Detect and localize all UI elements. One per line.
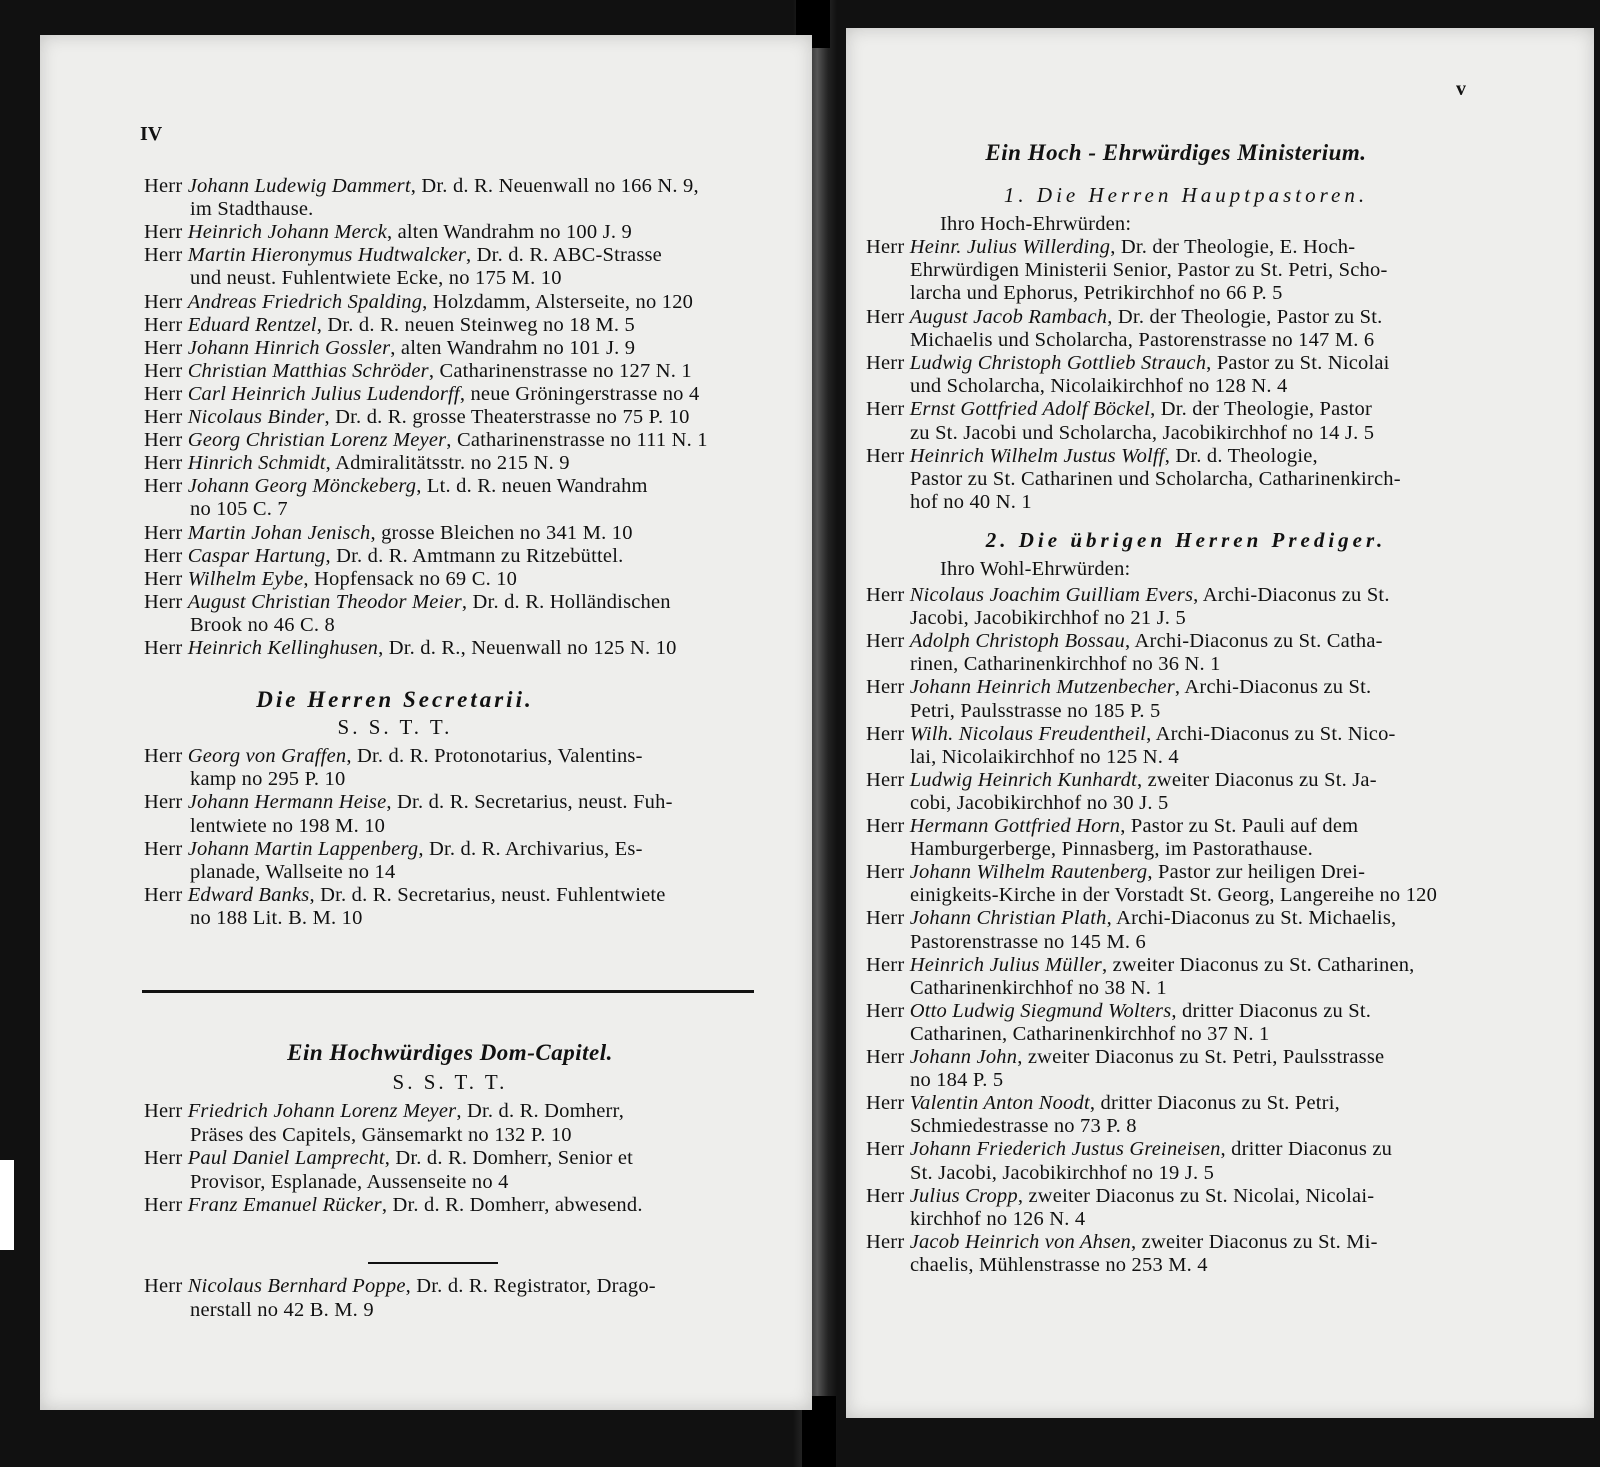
entry-continuation	[910, 1069, 1003, 1092]
entry-details: , Pastor zu St. Pauli auf dem	[1120, 815, 1359, 837]
entry-line	[866, 445, 1318, 468]
entry-continuation	[910, 977, 1167, 1000]
title-herr: Herr	[144, 175, 188, 197]
entry-line	[144, 745, 643, 768]
entry-continuation	[910, 931, 1146, 954]
entry-continuation	[910, 468, 1401, 491]
entry-details: , Dr. d. R. grosse Theaterstrasse no 75 P. 10	[324, 406, 690, 428]
title-herr: Herr	[866, 815, 910, 837]
title-herr: Herr	[866, 1046, 910, 1068]
entry-line	[144, 244, 662, 267]
entry-details: Pastor zu St. Catharinen und Scholarcha, Catharinenkirch-	[910, 468, 1401, 490]
entry-line	[866, 907, 1396, 930]
person-name: Wilhelm Eybe	[187, 567, 304, 590]
entry-details: , Pastor zu St. Nicolai	[1206, 352, 1390, 374]
person-name: Ernst Gottfried Adolf Böckel	[909, 398, 1151, 421]
person-name: August Christian Theodor Meier	[187, 590, 462, 613]
entry-details: , Catharinenstrasse no 127 N. 1	[428, 359, 692, 382]
title-herr: Herr	[144, 884, 188, 907]
person-name: Nicolaus Bernhard Poppe	[187, 1275, 406, 1297]
person-name: Franz Emanuel Rücker	[187, 1194, 382, 1216]
entry-details: , Dr. d. R. Protonotarius, Valentins-	[346, 745, 643, 767]
entry-details: , Dr. d. R. Amtmann zu Ritzebüttel.	[325, 544, 624, 567]
person-name: Nicolaus Joachim Guilliam Evers	[909, 584, 1194, 606]
entry-details: , Dr. d. Theologie,	[1164, 444, 1318, 467]
entry-details: , Dr. d. R. Domherr,	[456, 1100, 625, 1122]
entry-details: Präses des Capitels, Gänsemarkt no 132 P. 10	[190, 1123, 572, 1146]
entry-line	[866, 630, 1383, 653]
title-herr: Herr	[866, 444, 910, 467]
title-herr: Herr	[144, 1147, 188, 1169]
person-name: Martin Hieronymus Hudtwalcker	[187, 244, 467, 267]
secretarii-heading: Die Herren Secretarii.	[256, 687, 534, 712]
person-name: Eduard Rentzel	[187, 313, 317, 336]
entry-details: , Dr. d. R. Archivarius, Es-	[418, 837, 643, 860]
entry-continuation	[910, 1023, 1269, 1046]
entry-line	[866, 1000, 1371, 1023]
title-herr: Herr	[144, 475, 188, 498]
entry-line	[144, 175, 699, 198]
dom-capitel-sub: S. S. T. T.	[392, 1070, 508, 1094]
entry-line	[866, 1185, 1374, 1208]
entry-details: und Scholarcha, Nicolaikirchhof no 128 N. 4	[910, 375, 1288, 398]
entry-line	[144, 1275, 656, 1298]
left-page	[40, 35, 812, 1410]
entry-details: no 188 Lit. B. M. 10	[190, 907, 363, 930]
person-name: Valentin Anton Noodt	[909, 1092, 1090, 1115]
entry-line	[866, 398, 1372, 421]
title-herr: Herr	[144, 221, 188, 244]
person-name: Johann Georg Mönckeberg	[187, 475, 417, 498]
entry-details: zu St. Jacobi und Scholarcha, Jacobikirchhof no 14 J. 5	[910, 421, 1375, 444]
title-herr: Herr	[866, 1138, 910, 1161]
entry-details: , Catharinenstrasse no 111 N. 1	[446, 429, 708, 452]
entry-details: , zweiter Diaconus zu St. Mi-	[1131, 1230, 1378, 1253]
person-name: Wilh. Nicolaus Freudentheil	[909, 722, 1147, 745]
person-name: Adolph Christoph Bossau	[909, 630, 1126, 653]
title-herr: Herr	[866, 352, 910, 374]
person-name: Johann Friederich Justus Greineisen	[909, 1138, 1221, 1161]
title-herr: Herr	[866, 398, 910, 421]
entry-details: und neust. Fuhlentwiete Ecke, no 175 M. 10	[190, 267, 562, 290]
person-name: Andreas Friedrich Spalding	[187, 290, 423, 313]
title-herr: Herr	[866, 768, 910, 791]
entry-continuation	[910, 700, 1161, 723]
entry-continuation	[910, 884, 1437, 907]
entry-line	[144, 1147, 633, 1170]
entry-continuation	[190, 614, 335, 637]
entry-details: , Dr. d. R. neuen Steinweg no 18 M. 5	[316, 313, 635, 336]
title-herr: Herr	[144, 1275, 188, 1297]
entry-details: no 184 P. 5	[910, 1069, 1004, 1092]
entry-details: Jacobi, Jacobikirchhof no 21 J. 5	[910, 607, 1186, 630]
title-herr: Herr	[144, 791, 188, 814]
person-name: Paul Daniel Lamprecht	[187, 1147, 385, 1169]
title-herr: Herr	[866, 861, 910, 884]
title-herr: Herr	[144, 290, 188, 313]
entry-continuation	[910, 329, 1374, 352]
page-number: IV	[140, 123, 163, 145]
person-name: Heinrich Johann Merck	[187, 221, 387, 244]
entry-details: Provisor, Esplanade, Aussenseite no 4	[190, 1170, 509, 1193]
short-rule	[368, 1262, 498, 1264]
entry-details: no 105 C. 7	[190, 498, 288, 521]
entry-continuation	[910, 1115, 1137, 1138]
title-herr: Herr	[144, 567, 188, 590]
entry-details: , dritter Diaconus zu St.	[1171, 999, 1372, 1022]
entry-details: Petri, Paulsstrasse no 185 P. 5	[910, 699, 1161, 722]
entry-continuation	[910, 259, 1387, 282]
entry-line	[866, 861, 1365, 884]
entry-line	[144, 221, 632, 244]
entry-line	[144, 475, 648, 498]
entry-continuation	[190, 267, 562, 290]
entry-details: , Dr. d. R. Domherr, Senior et	[384, 1147, 634, 1169]
entry-details: larcha und Ephorus, Petrikirchhof no 66 P. 5	[910, 282, 1283, 305]
entry-continuation	[190, 1124, 572, 1147]
title-herr: Herr	[866, 584, 910, 606]
entry-line	[866, 1138, 1392, 1161]
spine-edge	[0, 1160, 14, 1250]
entry-continuation	[910, 491, 1032, 514]
entry-line	[866, 584, 1390, 607]
title-herr: Herr	[144, 244, 188, 267]
entry-line	[144, 383, 699, 406]
title-herr: Herr	[144, 452, 188, 475]
entry-line	[866, 1231, 1378, 1254]
entry-line	[866, 306, 1382, 329]
entry-continuation	[190, 198, 314, 221]
entry-line	[144, 591, 671, 614]
entry-line	[144, 1194, 643, 1217]
entry-details: , Holzdamm, Alsterseite, no 120	[422, 290, 694, 313]
entry-line	[866, 815, 1358, 838]
entry-line	[144, 522, 633, 545]
entry-line	[866, 352, 1390, 375]
entry-continuation	[910, 792, 1168, 815]
person-name: Johann Wilhelm Rautenberg	[909, 861, 1148, 884]
title-herr: Herr	[866, 999, 910, 1022]
title-herr: Herr	[144, 429, 188, 452]
title-herr: Herr	[144, 590, 188, 613]
entry-continuation	[910, 375, 1288, 398]
section1-address: Ihro Hoch-Ehrwürden:	[940, 213, 1132, 235]
entry-line	[144, 545, 623, 568]
person-name: Friedrich Johann Lorenz Meyer	[187, 1100, 457, 1122]
entry-details: , Hopfensack no 69 C. 10	[303, 567, 518, 590]
title-herr: Herr	[144, 837, 188, 860]
entry-line	[144, 314, 635, 337]
title-herr: Herr	[144, 1100, 188, 1122]
title-herr: Herr	[144, 1194, 188, 1216]
person-name: Ludwig Heinrich Kunhardt	[909, 768, 1137, 791]
title-herr: Herr	[144, 521, 188, 544]
section1-title: 1. Die Herren Hauptpastoren.	[1003, 183, 1369, 207]
title-herr: Herr	[866, 1230, 910, 1253]
entry-details: St. Jacobi, Jacobikirchhof no 19 J. 5	[910, 1161, 1215, 1184]
person-name: Heinrich Julius Müller	[909, 953, 1102, 976]
entry-line	[144, 568, 517, 591]
right-page	[846, 28, 1594, 1418]
entry-details: kirchhof no 126 N. 4	[910, 1207, 1086, 1230]
entry-details: , dritter Diaconus zu St. Petri,	[1089, 1092, 1340, 1115]
entry-continuation	[190, 498, 288, 521]
entry-details: kamp no 295 P. 10	[190, 768, 346, 791]
entry-details: Ehrwürdigen Ministerii Senior, Pastor zu St. Petri, Scho-	[910, 259, 1388, 282]
entry-details: rinen, Catharinenkirchhof no 36 N. 1	[910, 653, 1221, 676]
entry-line	[144, 791, 673, 814]
entry-details: nerstall no 42 B. M. 9	[190, 1299, 374, 1321]
entry-details: Pastorenstrasse no 145 M. 6	[910, 930, 1147, 953]
entry-details: Hamburgerberge, Pinnasberg, im Pastorathause.	[910, 838, 1313, 861]
entry-details: , Dr. d. R., Neuenwall no 125 N. 10	[378, 637, 677, 659]
person-name: Edward Banks	[187, 884, 310, 907]
section2-title: 2. Die übrigen Herren Prediger.	[985, 528, 1387, 552]
secretarii-sub: S. S. T. T.	[337, 715, 453, 739]
person-name: Georg Christian Lorenz Meyer	[187, 429, 447, 452]
person-name: Ludwig Christoph Gottlieb Strauch	[909, 352, 1207, 374]
entry-details: , Dr. der Theologie, Pastor	[1150, 398, 1373, 421]
entry-line	[144, 1100, 624, 1123]
entry-details: hof no 40 N. 1	[910, 491, 1032, 514]
entry-details: , Dr. der Theologie, E. Hoch-	[1110, 236, 1356, 258]
entry-continuation	[190, 861, 395, 884]
entry-details: , Dr. der Theologie, Pastor zu St.	[1107, 305, 1383, 328]
title-herr: Herr	[866, 676, 910, 699]
person-name: August Jacob Rambach	[909, 305, 1108, 328]
entry-line	[144, 337, 635, 360]
entry-line	[866, 1046, 1384, 1069]
person-name: Johann Hermann Heise	[187, 791, 387, 814]
entry-continuation	[910, 282, 1283, 305]
entry-details: , Lt. d. R. neuen Wandrahm	[416, 475, 648, 498]
entry-line	[144, 637, 677, 660]
title-herr: Herr	[866, 907, 910, 930]
entry-continuation	[190, 907, 363, 930]
person-name: Johann Ludewig Dammert	[187, 175, 411, 197]
person-name: Jacob Heinrich von Ahsen	[909, 1230, 1132, 1253]
entry-details: chaelis, Mühlenstrasse no 253 M. 4	[910, 1253, 1208, 1276]
person-name: Julius Cropp	[909, 1184, 1018, 1207]
person-name: Johann Christian Plath	[909, 907, 1107, 930]
person-name: Carl Heinrich Julius Ludendorff	[187, 382, 460, 405]
title-herr: Herr	[144, 359, 188, 382]
entry-details: , Pastor zur heiligen Drei-	[1147, 861, 1366, 884]
entry-details: , zweiter Diaconus zu St. Ja-	[1136, 768, 1377, 791]
title-herr: Herr	[866, 630, 910, 653]
title-herr: Herr	[144, 313, 188, 336]
person-name: Johann Heinrich Mutzenbecher	[909, 676, 1175, 699]
entry-line	[866, 676, 1371, 699]
title-herr: Herr	[144, 637, 188, 659]
entry-details: Michaelis und Scholarcha, Pastorenstrasse no 147 M. 6	[910, 328, 1375, 351]
entry-details: Brook no 46 C. 8	[190, 613, 335, 636]
entry-details: planade, Wallseite no 14	[190, 861, 396, 883]
page-mark: v	[1456, 78, 1466, 100]
title-herr: Herr	[144, 382, 188, 405]
entry-details: , Dr. d. R. ABC-Strasse	[466, 244, 662, 267]
ministerium-heading: Ein Hoch - Ehrwürdiges Ministerium.	[985, 140, 1367, 165]
dom-capitel-heading: Ein Hochwürdiges Dom-Capitel.	[287, 1040, 613, 1065]
section-rule	[142, 990, 754, 993]
entry-line	[144, 452, 570, 475]
entry-details: , Dr. d. R. Secretarius, neust. Fuhlentwiete	[309, 884, 666, 907]
person-name: Christian Matthias Schröder	[187, 359, 429, 382]
entry-line	[866, 1092, 1340, 1115]
entry-line	[144, 884, 666, 907]
entry-details: , zweiter Diaconus zu St. Petri, Paulsstrasse	[1017, 1046, 1385, 1068]
person-name: Hinrich Schmidt	[187, 452, 326, 475]
entry-details: , alten Wandrahm no 101 J. 9	[390, 336, 636, 359]
entry-details: , dritter Diaconus zu	[1220, 1138, 1393, 1161]
person-name: Caspar Hartung	[187, 544, 326, 567]
title-herr: Herr	[866, 722, 910, 745]
entry-details: , neue Gröningerstrasse no 4	[459, 382, 700, 405]
entry-details: , Admiralitätsstr. no 215 N. 9	[325, 452, 570, 475]
entry-continuation	[190, 815, 385, 838]
entry-details: , Archi-Diaconus zu St. Michaelis,	[1106, 907, 1397, 930]
entry-details: im Stadthause.	[190, 198, 314, 221]
entry-line	[144, 291, 693, 314]
person-name: Heinrich Wilhelm Justus Wolff	[909, 444, 1165, 467]
entry-line	[144, 429, 708, 452]
entry-line	[866, 769, 1377, 792]
entry-details: cobi, Jacobikirchhof no 30 J. 5	[910, 791, 1169, 814]
title-herr: Herr	[144, 336, 188, 359]
entry-continuation	[910, 746, 1179, 769]
person-name: Johann John	[909, 1046, 1018, 1068]
entry-details: , alten Wandrahm no 100 J. 9	[386, 221, 632, 244]
entry-details: , Archi-Diaconus zu St.	[1174, 676, 1372, 699]
entry-details: lai, Nicolaikirchhof no 125 N. 4	[910, 745, 1179, 768]
person-name: Johann Martin Lappenberg	[187, 837, 419, 860]
entry-details: Schmiedestrasse no 73 P. 8	[910, 1115, 1137, 1138]
entry-line	[144, 360, 692, 383]
entry-details: Catharinenkirchhof no 38 N. 1	[910, 976, 1167, 999]
title-herr: Herr	[866, 305, 910, 328]
person-name: Nicolaus Binder	[187, 406, 325, 428]
entry-continuation	[910, 838, 1313, 861]
person-name: Otto Ludwig Siegmund Wolters	[909, 999, 1172, 1022]
person-name: Martin Johan Jenisch	[187, 521, 371, 544]
entry-details: , Dr. d. R. Holländischen	[461, 590, 671, 613]
title-herr: Herr	[866, 953, 910, 976]
entry-details: , zweiter Diaconus zu St. Catharinen,	[1101, 953, 1415, 976]
entry-details: , zweiter Diaconus zu St. Nicolai, Nicolai-	[1017, 1184, 1375, 1207]
entry-line	[866, 236, 1355, 259]
entry-line	[866, 723, 1396, 746]
title-herr: Herr	[144, 544, 188, 567]
entry-continuation	[190, 768, 345, 791]
entry-line	[144, 406, 690, 429]
section2-address: Ihro Wohl-Ehrwürden:	[940, 558, 1131, 580]
entry-details: Catharinen, Catharinenkirchhof no 37 N. 1	[910, 1022, 1270, 1045]
entry-details: , Archi-Diaconus zu St.	[1193, 584, 1390, 606]
entry-details: , Dr. d. R. Domherr, abwesend.	[381, 1194, 643, 1216]
entry-details: , Archi-Diaconus zu St. Nico-	[1146, 722, 1396, 745]
entry-details: , Dr. d. R. Secretarius, neust. Fuh-	[386, 791, 673, 814]
entry-details: , Dr. d. R. Registrator, Drago-	[405, 1275, 656, 1297]
title-herr: Herr	[866, 1184, 910, 1207]
entry-continuation	[190, 1171, 509, 1194]
person-name: Johann Hinrich Gossler	[187, 336, 391, 359]
person-name: Heinrich Kellinghusen	[187, 637, 379, 659]
title-herr: Herr	[866, 1092, 910, 1115]
entry-line	[144, 838, 643, 861]
title-herr: Herr	[866, 236, 910, 258]
entry-continuation	[910, 1254, 1208, 1277]
entry-continuation	[910, 1208, 1085, 1231]
entry-continuation	[910, 422, 1374, 445]
entry-continuation	[910, 653, 1221, 676]
person-name: Georg von Graffen	[187, 745, 347, 767]
entry-details: , grosse Bleichen no 341 M. 10	[370, 521, 633, 544]
entry-details: , Dr. d. R. Neuenwall no 166 N. 9,	[410, 175, 699, 197]
person-name: Hermann Gottfried Horn	[909, 815, 1121, 837]
title-herr: Herr	[144, 406, 188, 428]
entry-line	[866, 954, 1415, 977]
entry-continuation	[190, 1299, 374, 1322]
entry-details: lentwiete no 198 M. 10	[190, 814, 386, 837]
entry-continuation	[910, 607, 1186, 630]
person-name: Heinr. Julius Willerding	[909, 236, 1111, 258]
title-herr: Herr	[144, 745, 188, 767]
entry-continuation	[910, 1162, 1214, 1185]
entry-details: einigkeits-Kirche in der Vorstadt St. Georg, Langereihe no 120	[910, 884, 1438, 907]
entry-details: , Archi-Diaconus zu St. Catha-	[1125, 630, 1383, 653]
